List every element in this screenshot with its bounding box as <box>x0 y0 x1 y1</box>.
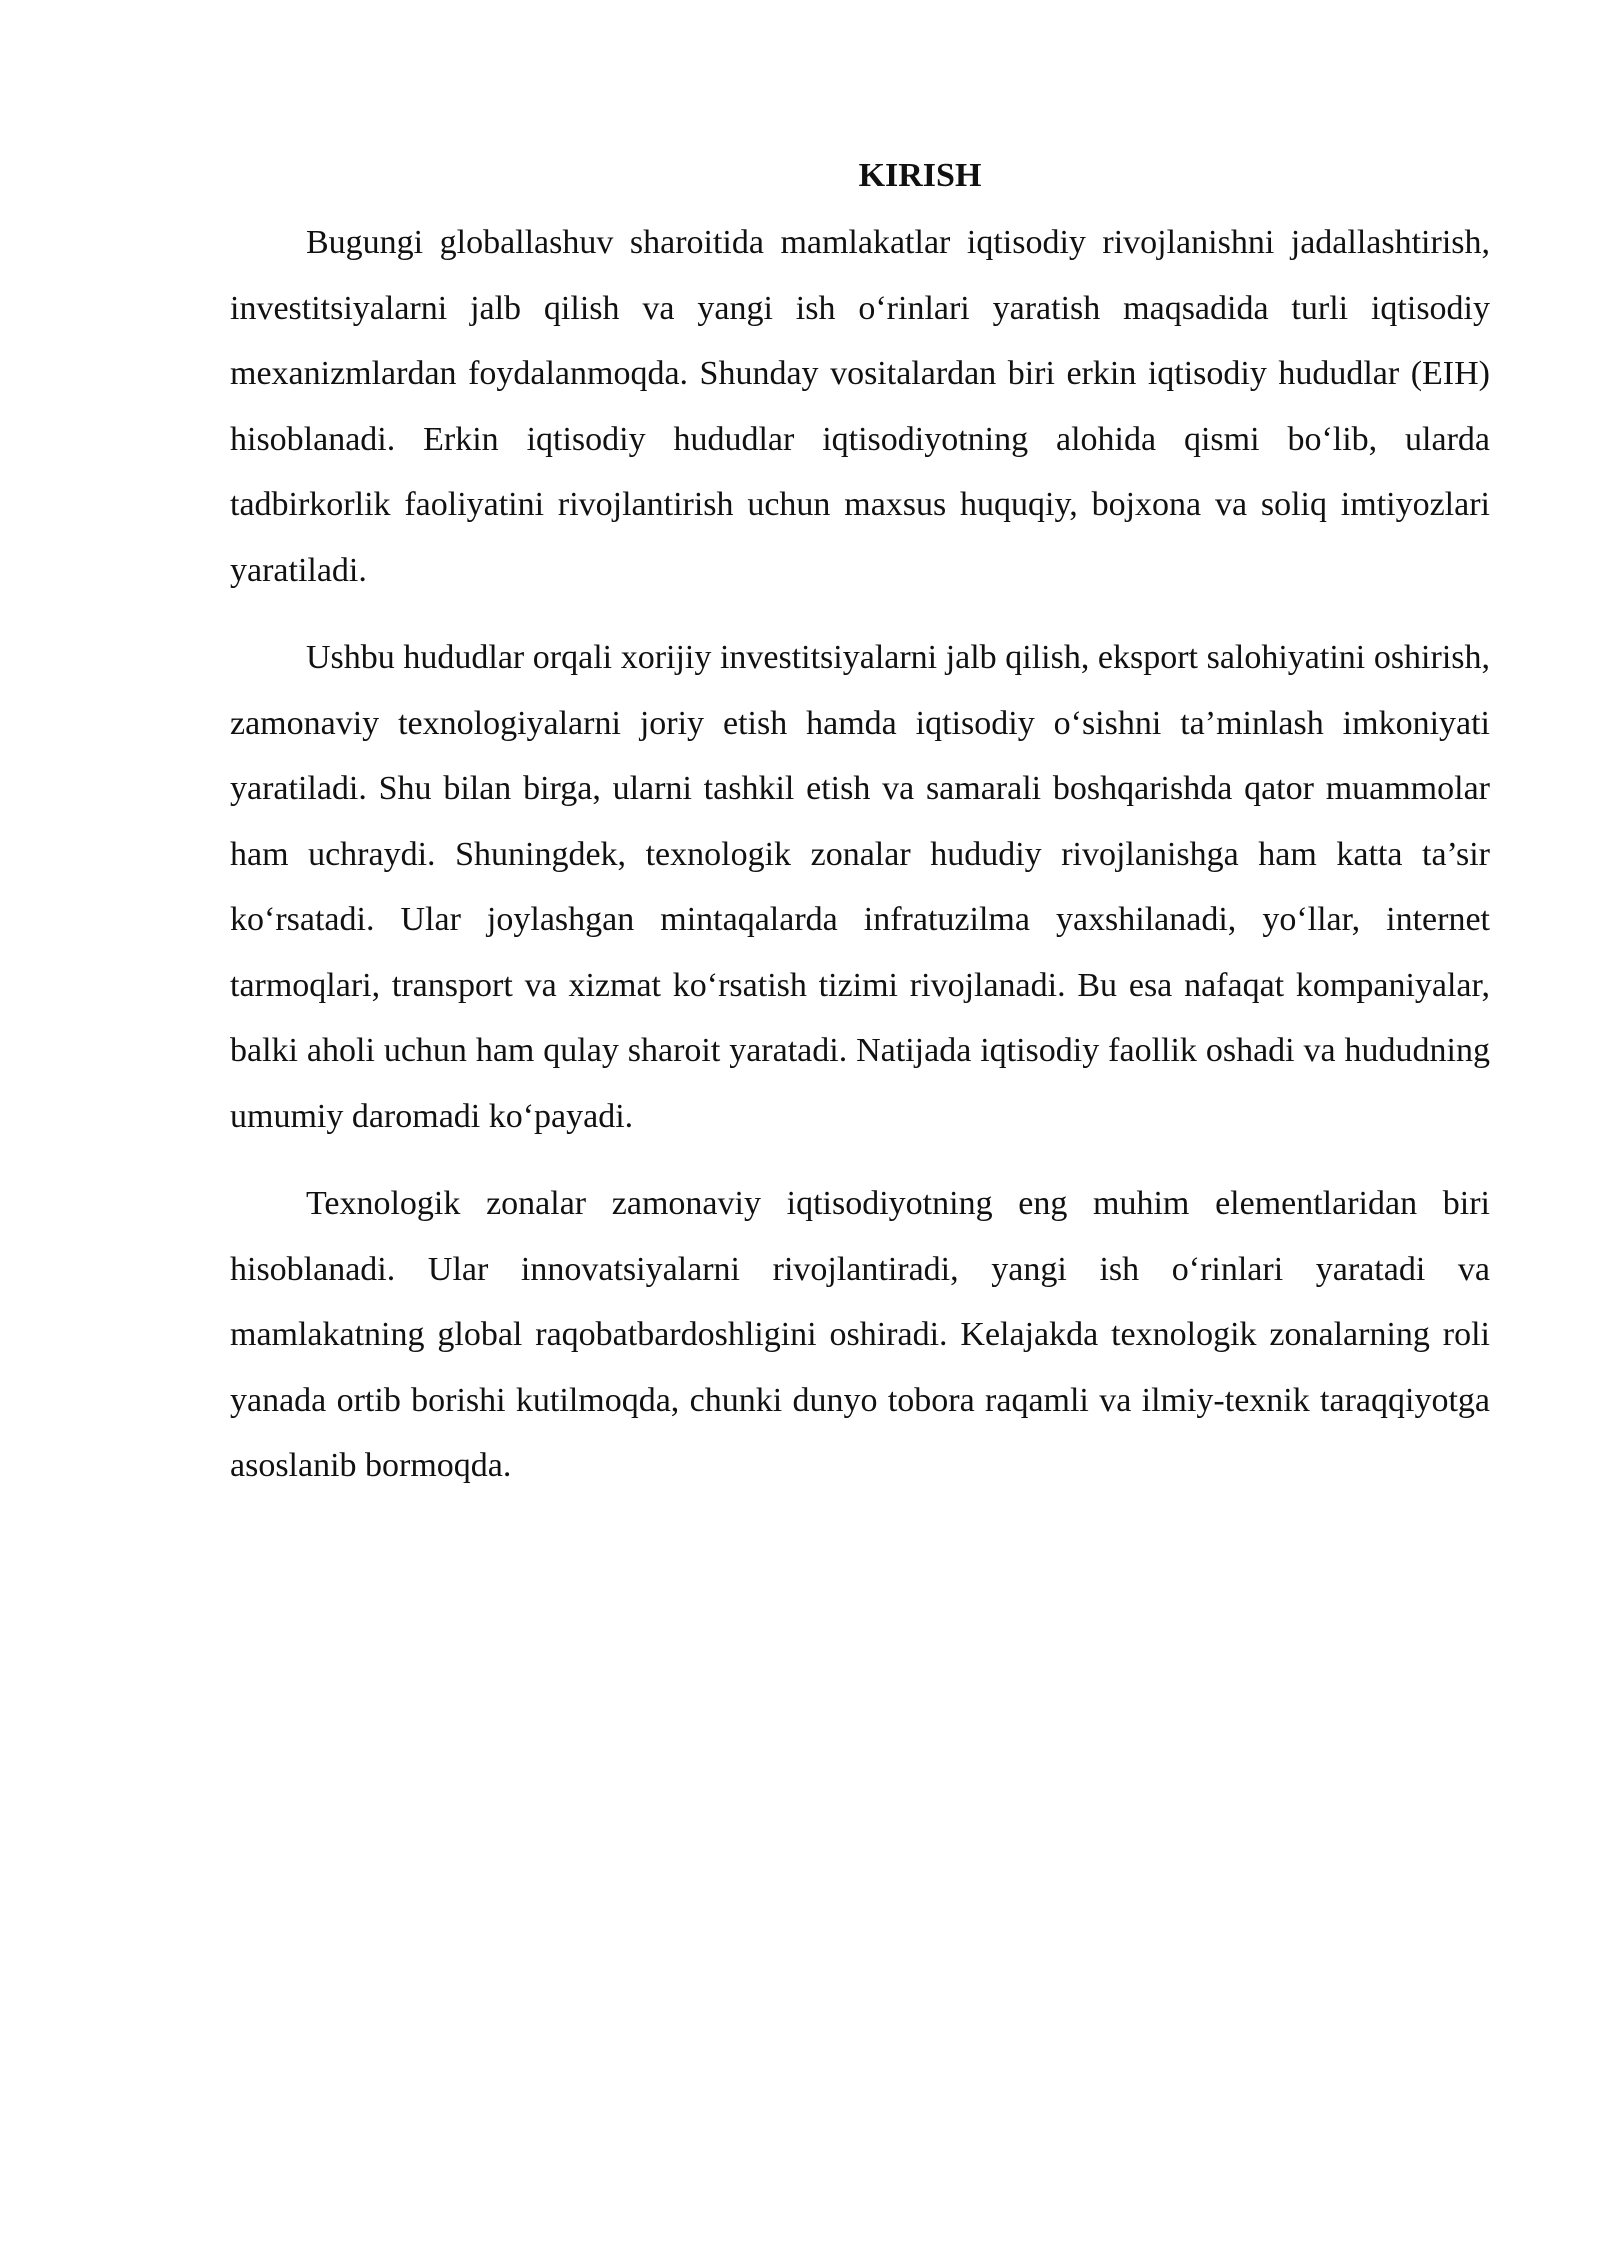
paragraph-1: Bugungi globallashuv sharoitida mamlakatlar iqtisodiy rivojlanishni jadallashtirish, investitsiyalarni jalb qilish va yangi ish o‘rinlari yaratish maqsadida turli iqtisodiy mexanizmlardan foydalanmoqda. Shunday vositalardan biri erkin iqtisodiy hududlar (EIH) hisoblanadi. Erkin iqtisodiy hududlar iqtisodiyotning alohida qismi bo‘lib, ularda tadbirkorlik faoliyatini rivojlantirish uchun maxsus huquqiy, bojxona va soliq imtiyozlari yaratiladi. <box>230 224 1490 589</box>
section-title: KIRISH <box>858 157 982 194</box>
document-body <box>230 146 1490 1521</box>
paragraph-2: Ushbu hududlar orqali xorijiy investitsiyalarni jalb qilish, eksport salohiyatini oshirish, zamonaviy texnologiyalarni joriy etish hamda iqtisodiy o‘sishni ta’minlash imkoniyati yaratiladi. Shu bilan birga, ularni tashkil etish va samarali boshqarishda qator muammolar ham uchraydi. Shuningdek, texnologik zonalar hududiy rivojlanishga ham katta ta’sir ko‘rsatadi. Ular joylashgan mintaqalarda infratuzilma yaxshilanadi, yo‘llar, internet tarmoqlari, transport va xizmat ko‘rsatish tizimi rivojlanadi. Bu esa nafaqat kompaniyalar, balki aholi uchun ham qulay sharoit yaratadi. Natijada iqtisodiy faollik oshadi va hududning umumiy daromadi ko‘payadi. <box>230 639 1490 1135</box>
paragraph-3: Texnologik zonalar zamonaviy iqtisodiyotning eng muhim elementlaridan biri hisoblanadi. Ular innovatsiyalarni rivojlantiradi, yangi ish o‘rinlari yaratadi va mamlakatning global raqobatbardoshligini oshiradi. Kelajakda texnologik zonalarning roli yanada ortib borishi kutilmoqda, chunki dunyo tobora raqamli va ilmiy-texnik taraqqiyotga asoslanib bormoqda. <box>230 1185 1490 1484</box>
